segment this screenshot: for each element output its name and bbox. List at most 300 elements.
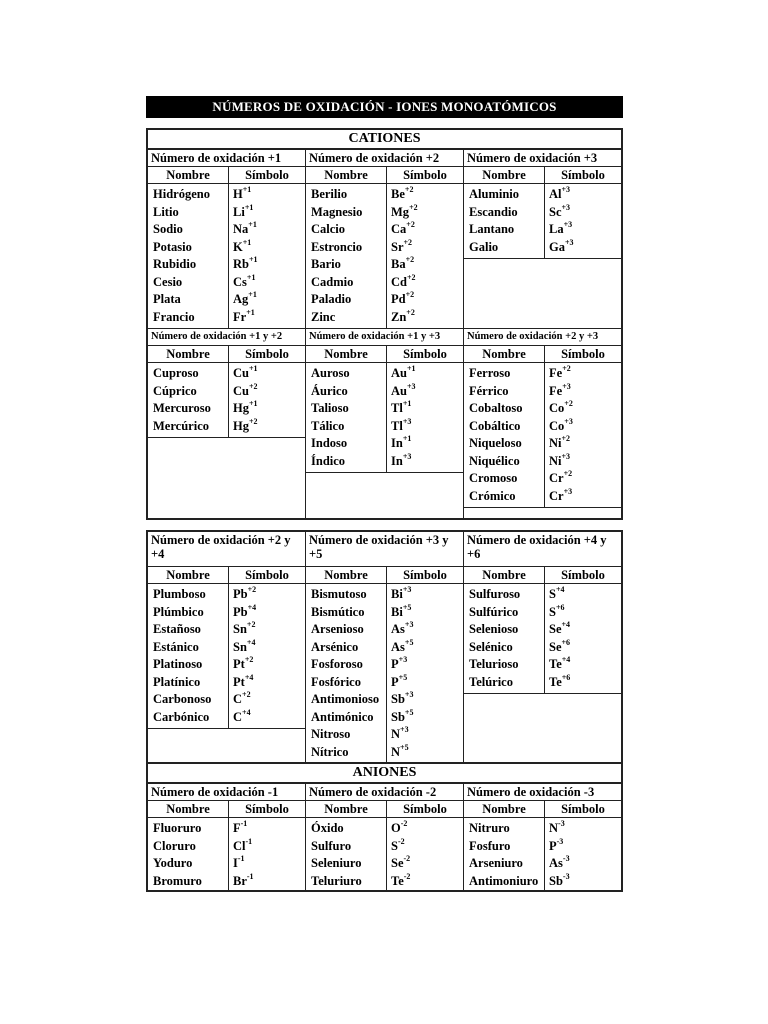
name-symbol-divider bbox=[228, 818, 229, 890]
ion-symbol: $Cu^{+1}$ bbox=[233, 364, 258, 380]
ion-charge: -3 bbox=[562, 871, 570, 881]
ion-symbol: $C^{+2}$ bbox=[233, 690, 251, 706]
ion-charge: -3 bbox=[556, 836, 564, 846]
ion-symbol: $Cl^{-1}$ bbox=[233, 836, 253, 853]
ion-charge: -1 bbox=[246, 871, 254, 881]
ion-name: Indoso bbox=[311, 436, 348, 450]
ion-charge: +3 bbox=[561, 202, 571, 212]
ion-charge: -3 bbox=[562, 854, 570, 863]
column-header-symbol: Símbolo bbox=[403, 347, 447, 361]
ion-charge: -1 bbox=[240, 819, 248, 828]
cations-block-1-group-3 bbox=[464, 184, 621, 328]
ion-symbol: $Be^{+2}$ bbox=[391, 185, 414, 201]
ion-charge: +2 bbox=[242, 690, 251, 699]
empty-cell-border bbox=[306, 472, 463, 473]
ion-row bbox=[148, 239, 305, 257]
ion-name: Arsénico bbox=[311, 639, 359, 654]
ion-symbol: $Sn^{+2}$ bbox=[233, 620, 256, 636]
ion-charge: +1 bbox=[248, 290, 257, 299]
ion-symbol: $Al^{+3}$ bbox=[549, 185, 571, 201]
ion-list bbox=[306, 363, 463, 470]
ion-charge: +2 bbox=[561, 434, 571, 443]
ion-charge: +1 bbox=[242, 185, 252, 194]
ion-symbol: $H^{+1}$ bbox=[233, 185, 252, 201]
ion-row bbox=[148, 186, 305, 204]
ion-charge: +3 bbox=[402, 451, 412, 461]
ion-row bbox=[306, 674, 463, 692]
column-header-name: Nombre bbox=[148, 801, 229, 817]
ion-symbol: $La^{+3}$ bbox=[549, 220, 573, 236]
ion-symbol: $In^{+1}$ bbox=[391, 434, 412, 450]
ion-row bbox=[148, 418, 305, 436]
cations-block-3-heading-2: Número de oxidación +3 y +5 bbox=[306, 532, 464, 566]
column-header-name: Nombre bbox=[148, 567, 229, 583]
ion-charge: +3 bbox=[400, 725, 409, 734]
ion-charge: +3 bbox=[564, 237, 574, 247]
ion-charge: +5 bbox=[404, 707, 414, 717]
column-header-symbol: Símbolo bbox=[245, 568, 289, 582]
ion-charge: -2 bbox=[400, 819, 408, 828]
ion-charge: +1 bbox=[402, 434, 412, 443]
ion-name: Crómico bbox=[469, 488, 516, 503]
ion-charge: +2 bbox=[406, 272, 416, 282]
ion-charge: +4 bbox=[244, 672, 254, 682]
ion-name: Galio bbox=[469, 239, 499, 254]
ion-row bbox=[306, 604, 463, 622]
column-header-symbol: Símbolo bbox=[561, 168, 605, 182]
ion-charge: +4 bbox=[242, 707, 251, 717]
ion-name: Escandio bbox=[469, 204, 518, 219]
cations-block-1-colhead-group-3 bbox=[464, 167, 621, 183]
ion-symbol: $Tl^{+3}$ bbox=[391, 416, 412, 433]
ion-symbol: $Cr^{+3}$ bbox=[549, 486, 573, 503]
ion-charge: +5 bbox=[404, 637, 414, 647]
ion-name: Fluoruro bbox=[153, 821, 202, 835]
ion-symbol: $As^{+3}$ bbox=[391, 620, 414, 636]
ion-symbol: $P^{-3}$ bbox=[549, 836, 564, 853]
ion-symbol: $Sb^{-3}$ bbox=[549, 871, 570, 888]
cations-block-2-colhead-group-1 bbox=[148, 346, 306, 362]
ion-row bbox=[306, 453, 463, 471]
ion-row bbox=[464, 656, 621, 674]
name-symbol-divider bbox=[386, 584, 387, 762]
cations-block-2-group-3 bbox=[464, 363, 621, 518]
ion-row bbox=[306, 820, 463, 838]
ion-name: Lantano bbox=[469, 222, 515, 236]
ion-charge: +5 bbox=[402, 602, 412, 612]
ion-name: Magnesio bbox=[311, 204, 363, 219]
column-header-name: Nombre bbox=[306, 567, 387, 583]
ion-charge: +2 bbox=[564, 399, 573, 408]
ion-symbol: $K^{+1}$ bbox=[233, 237, 252, 254]
column-header-name: Nombre bbox=[464, 167, 545, 183]
ion-name: Mercúrico bbox=[153, 418, 209, 433]
ion-list bbox=[148, 818, 305, 890]
ion-list bbox=[464, 584, 621, 691]
cations-block-2-column-headers bbox=[148, 346, 621, 363]
ion-symbol: $Se^{-2}$ bbox=[391, 854, 411, 870]
ion-row bbox=[464, 873, 621, 891]
ion-symbol: $Br^{-1}$ bbox=[233, 871, 254, 888]
ion-charge: +3 bbox=[404, 620, 414, 629]
ion-list bbox=[148, 363, 305, 435]
ion-charge: +2 bbox=[404, 185, 414, 194]
ion-symbol: $In^{+3}$ bbox=[391, 451, 412, 468]
ion-row bbox=[306, 621, 463, 639]
ion-name: Hidrógeno bbox=[153, 187, 210, 201]
ion-symbol: $Ni^{+3}$ bbox=[549, 451, 571, 468]
ion-row bbox=[306, 186, 463, 204]
cations-block-3-column-headers bbox=[148, 567, 621, 584]
ion-name: Plata bbox=[153, 292, 181, 306]
ion-charge: +5 bbox=[398, 672, 408, 682]
ion-name: Antimoniuro bbox=[469, 873, 539, 888]
ion-charge: +1 bbox=[248, 220, 257, 229]
cations-block-3-colhead-group-2 bbox=[306, 567, 464, 583]
name-symbol-divider bbox=[544, 363, 545, 507]
cations-block-2-headings bbox=[148, 329, 621, 346]
empty-cell-border bbox=[148, 437, 305, 438]
cations-block-1-column-headers bbox=[148, 167, 621, 184]
ion-row bbox=[464, 453, 621, 471]
ion-symbol: $Fr^{+1}$ bbox=[233, 307, 255, 324]
name-symbol-divider bbox=[386, 363, 387, 472]
anions-block-colhead-group-2 bbox=[306, 801, 464, 817]
cations-block-1-group-2 bbox=[306, 184, 464, 328]
ion-row bbox=[306, 383, 463, 401]
ion-row bbox=[464, 838, 621, 856]
ion-row bbox=[306, 309, 463, 327]
ion-name: Fosfuro bbox=[469, 838, 511, 853]
ion-symbol: $Te^{-2}$ bbox=[391, 871, 411, 888]
ion-symbol: $Co^{+2}$ bbox=[549, 399, 573, 415]
ion-row bbox=[306, 239, 463, 257]
ion-charge: +1 bbox=[242, 237, 252, 247]
ion-name: Antimonioso bbox=[311, 692, 380, 706]
cations-block-2-heading-2: Número de oxidación +1 y +3 bbox=[306, 329, 464, 345]
ion-row bbox=[306, 873, 463, 891]
ion-symbol: $Pd^{+2}$ bbox=[391, 290, 415, 306]
ion-name: Paladio bbox=[311, 292, 352, 306]
ion-charge: +4 bbox=[555, 585, 565, 594]
ion-row bbox=[306, 709, 463, 727]
ion-symbol: $Sr^{+2}$ bbox=[391, 237, 413, 254]
ion-symbol: $Rb^{+1}$ bbox=[233, 255, 258, 271]
cations-block-1-heading-3: Número de oxidación +3 bbox=[467, 151, 598, 165]
ion-name: Seleniuro bbox=[311, 856, 362, 870]
ion-row bbox=[148, 291, 305, 309]
ion-name: Plumboso bbox=[153, 587, 206, 601]
ion-symbol: $Fe^{+2}$ bbox=[549, 364, 571, 380]
cations-block-3-colhead-group-3 bbox=[464, 567, 621, 583]
name-symbol-divider bbox=[544, 584, 545, 693]
anions-block-colhead-group-3 bbox=[464, 801, 621, 817]
ion-symbol: $Cu^{+2}$ bbox=[233, 381, 258, 398]
ion-name: Cobaltoso bbox=[469, 401, 523, 415]
ion-row bbox=[306, 691, 463, 709]
empty-cell-border bbox=[464, 693, 621, 694]
ion-charge: +4 bbox=[561, 620, 571, 629]
ion-name: Rubidio bbox=[153, 257, 197, 271]
ion-name: Bario bbox=[311, 257, 341, 271]
ion-name: Férrico bbox=[469, 383, 509, 398]
ion-symbol: $Zn^{+2}$ bbox=[391, 307, 415, 324]
column-header-symbol: Símbolo bbox=[561, 347, 605, 361]
anions-block-group-2 bbox=[306, 818, 464, 890]
ion-name: Teluriuro bbox=[311, 873, 362, 888]
ion-charge: +3 bbox=[406, 381, 416, 391]
ion-charge: +4 bbox=[246, 637, 256, 647]
ion-name: Ferroso bbox=[469, 366, 511, 380]
ion-symbol: $O^{-2}$ bbox=[391, 819, 408, 835]
name-symbol-divider bbox=[386, 184, 387, 328]
column-header-symbol: Símbolo bbox=[403, 568, 447, 582]
ion-charge: +5 bbox=[400, 742, 409, 752]
ion-row bbox=[306, 639, 463, 657]
cations-block-2-group-2 bbox=[306, 363, 464, 518]
ion-symbol: $As^{+5}$ bbox=[391, 637, 414, 654]
ion-name: Bismutoso bbox=[311, 587, 367, 601]
ion-symbol: $F^{-1}$ bbox=[233, 819, 248, 835]
ion-charge: +3 bbox=[563, 486, 573, 496]
ion-name: Aluminio bbox=[469, 187, 520, 201]
ion-charge: -1 bbox=[237, 854, 245, 863]
ion-row bbox=[306, 400, 463, 418]
cations-section-bottom bbox=[146, 530, 623, 892]
ion-name: Selénico bbox=[469, 639, 513, 654]
ion-name: Platínico bbox=[153, 674, 201, 689]
ion-symbol: $Se^{+4}$ bbox=[549, 620, 571, 636]
ion-name: Estánico bbox=[153, 639, 199, 654]
ion-symbol: $Cr^{+2}$ bbox=[549, 469, 573, 485]
ion-row bbox=[464, 855, 621, 873]
ion-name: Nitroso bbox=[311, 727, 351, 741]
cations-section-top bbox=[146, 128, 623, 520]
ion-name: Sodio bbox=[153, 222, 183, 236]
ion-row bbox=[464, 820, 621, 838]
ion-row bbox=[306, 365, 463, 383]
ion-charge: +2 bbox=[406, 220, 415, 229]
anions-block-heading-1: Número de oxidación -1 bbox=[148, 784, 306, 800]
ion-row bbox=[464, 239, 621, 257]
ion-list bbox=[148, 184, 305, 326]
ion-row bbox=[148, 674, 305, 692]
ion-name: Francio bbox=[153, 309, 195, 324]
ion-name: Arsenioso bbox=[311, 622, 364, 636]
ion-symbol: $Pt^{+4}$ bbox=[233, 672, 254, 689]
ion-row bbox=[464, 639, 621, 657]
ion-charge: +3 bbox=[398, 655, 408, 664]
cations-block-2-heading-1: Número de oxidación +1 y +2 bbox=[148, 329, 306, 345]
ion-charge: +2 bbox=[563, 469, 573, 478]
cations-block-2-colhead-group-2 bbox=[306, 346, 464, 362]
ion-charge: +4 bbox=[561, 655, 571, 664]
name-symbol-divider bbox=[228, 184, 229, 328]
column-header-name: Nombre bbox=[148, 346, 229, 362]
ion-symbol: $Sc^{+3}$ bbox=[549, 202, 571, 219]
anions-block-column-headers bbox=[148, 801, 621, 818]
anions-block-colhead-group-1 bbox=[148, 801, 306, 817]
ion-charge: +2 bbox=[248, 416, 258, 426]
ion-charge: +2 bbox=[246, 620, 256, 629]
cations-block-3-group-1 bbox=[148, 584, 306, 762]
ion-row bbox=[306, 418, 463, 436]
ion-name: Plúmbico bbox=[153, 604, 204, 619]
ion-name: Carbónico bbox=[153, 709, 210, 724]
ion-charge: -2 bbox=[403, 854, 411, 863]
ion-symbol: $Na^{+1}$ bbox=[233, 220, 257, 236]
ion-charge: +1 bbox=[248, 364, 258, 373]
ion-symbol: $Co^{+3}$ bbox=[549, 416, 573, 433]
ion-symbol: $Se^{+6}$ bbox=[549, 637, 571, 654]
ion-row bbox=[306, 838, 463, 856]
cations-block-2-colhead-group-3 bbox=[464, 346, 621, 362]
ion-name: Niquélico bbox=[469, 453, 520, 468]
ion-name: Selenioso bbox=[469, 622, 519, 636]
ion-charge: +1 bbox=[246, 272, 256, 282]
ion-row bbox=[464, 204, 621, 222]
anions-block-headings bbox=[148, 784, 621, 801]
ion-symbol: $Ba^{+2}$ bbox=[391, 255, 415, 271]
ion-symbol: $Bi^{+3}$ bbox=[391, 585, 412, 601]
ion-symbol: $Bi^{+5}$ bbox=[391, 602, 412, 619]
ion-symbol: $Te^{+4}$ bbox=[549, 655, 571, 671]
ion-symbol: $Sb^{+3}$ bbox=[391, 690, 414, 706]
ion-charge: +3 bbox=[402, 416, 412, 426]
ion-list bbox=[148, 584, 305, 726]
ion-name: Platinoso bbox=[153, 657, 203, 671]
ion-symbol: $S^{+4}$ bbox=[549, 585, 565, 601]
ion-name: Estañoso bbox=[153, 622, 201, 636]
ion-row bbox=[148, 709, 305, 727]
cations-block-1-group-1 bbox=[148, 184, 306, 328]
anions-block-group-1 bbox=[148, 818, 306, 890]
ion-symbol: $Li^{+1}$ bbox=[233, 202, 254, 219]
ion-name: Áurico bbox=[311, 383, 348, 398]
empty-cell-border bbox=[148, 728, 305, 729]
ion-name: Índico bbox=[311, 453, 346, 468]
ion-charge: +3 bbox=[402, 585, 412, 594]
ion-row bbox=[306, 204, 463, 222]
ion-list bbox=[464, 818, 621, 890]
ion-name: Mercuroso bbox=[153, 401, 211, 415]
ion-symbol: $Pb^{+4}$ bbox=[233, 602, 257, 619]
ion-row bbox=[306, 586, 463, 604]
ion-charge: -2 bbox=[403, 871, 411, 881]
ion-charge: +6 bbox=[561, 637, 571, 647]
column-header-name: Nombre bbox=[306, 346, 387, 362]
ion-symbol: $Te^{+6}$ bbox=[549, 672, 571, 689]
column-header-name: Nombre bbox=[464, 346, 545, 362]
cations-block-3-group-2 bbox=[306, 584, 464, 762]
ion-charge: -1 bbox=[245, 836, 253, 846]
ion-charge: +3 bbox=[563, 220, 573, 229]
ion-row bbox=[148, 855, 305, 873]
document-title: NÚMEROS DE OXIDACIÓN - IONES MONOATÓMICOS bbox=[146, 96, 623, 118]
ion-row bbox=[306, 855, 463, 873]
ion-name: Bismútico bbox=[311, 604, 365, 619]
ion-row bbox=[464, 586, 621, 604]
ion-row bbox=[148, 873, 305, 891]
ion-symbol: $Cs^{+1}$ bbox=[233, 272, 256, 289]
ion-symbol: $N^{+5}$ bbox=[391, 742, 409, 759]
ion-symbol: $Pt^{+2}$ bbox=[233, 655, 254, 671]
anions-title: ANIONES bbox=[148, 762, 621, 784]
ion-row bbox=[464, 470, 621, 488]
ion-row bbox=[148, 656, 305, 674]
name-symbol-divider bbox=[228, 363, 229, 437]
ion-charge: +4 bbox=[247, 602, 257, 612]
ion-row bbox=[148, 639, 305, 657]
ion-name: Cesio bbox=[153, 274, 183, 289]
column-header-name: Nombre bbox=[148, 167, 229, 183]
ion-name: Talioso bbox=[311, 401, 349, 415]
ion-charge: +1 bbox=[402, 399, 412, 408]
ion-list bbox=[464, 363, 621, 505]
ion-row bbox=[464, 418, 621, 436]
ion-name: Antimónico bbox=[311, 709, 374, 724]
ion-list bbox=[464, 184, 621, 256]
ion-row bbox=[464, 400, 621, 418]
ion-row bbox=[306, 274, 463, 292]
cations-block-3-heading-1: Número de oxidación +2 y +4 bbox=[148, 532, 306, 566]
cations-block-1-colhead-group-2 bbox=[306, 167, 464, 183]
ion-charge: +1 bbox=[248, 399, 258, 408]
cations-block-2-group-1 bbox=[148, 363, 306, 518]
column-header-symbol: Símbolo bbox=[403, 168, 447, 182]
name-symbol-divider bbox=[386, 818, 387, 890]
ion-charge: +1 bbox=[248, 255, 258, 264]
cations-block-2-body bbox=[148, 363, 621, 518]
cations-block-3-colhead-group-1 bbox=[148, 567, 306, 583]
ion-symbol: $Hg^{+2}$ bbox=[233, 416, 258, 433]
name-symbol-divider bbox=[228, 584, 229, 728]
column-header-name: Nombre bbox=[464, 567, 545, 583]
ion-charge: +2 bbox=[248, 381, 258, 391]
ion-symbol: $Tl^{+1}$ bbox=[391, 399, 412, 415]
ion-name: Nitruro bbox=[469, 821, 510, 835]
ion-row bbox=[464, 365, 621, 383]
cations-block-1-heading-2: Número de oxidación +2 bbox=[306, 150, 464, 166]
ion-row bbox=[306, 726, 463, 744]
cations-title: CATIONES bbox=[148, 130, 621, 150]
ion-charge: +3 bbox=[561, 185, 571, 194]
column-header-symbol: Símbolo bbox=[245, 802, 289, 816]
ion-name: Zinc bbox=[311, 309, 336, 324]
ion-name: Sulfuro bbox=[311, 838, 352, 853]
ion-name: Yoduro bbox=[153, 856, 193, 870]
ion-row bbox=[148, 586, 305, 604]
cations-block-3-group-3 bbox=[464, 584, 621, 762]
empty-cell-border bbox=[464, 507, 621, 508]
ion-row bbox=[148, 838, 305, 856]
anions-block-heading-2: Número de oxidación -2 bbox=[306, 784, 464, 800]
ion-charge: +6 bbox=[555, 602, 565, 612]
ion-charge: +3 bbox=[404, 690, 414, 699]
ion-charge: +6 bbox=[561, 672, 571, 682]
ion-symbol: $Au^{+3}$ bbox=[391, 381, 416, 398]
ion-name: Cobáltico bbox=[469, 418, 521, 433]
ion-symbol: $Ag^{+1}$ bbox=[233, 290, 257, 306]
ion-row bbox=[464, 488, 621, 506]
ion-row bbox=[464, 383, 621, 401]
ion-symbol: $Au^{+1}$ bbox=[391, 364, 416, 380]
ion-symbol: $P^{+3}$ bbox=[391, 655, 408, 671]
column-header-symbol: Símbolo bbox=[403, 802, 447, 816]
ion-row bbox=[148, 400, 305, 418]
column-header-name: Nombre bbox=[306, 167, 387, 183]
ion-charge: +1 bbox=[406, 364, 416, 373]
